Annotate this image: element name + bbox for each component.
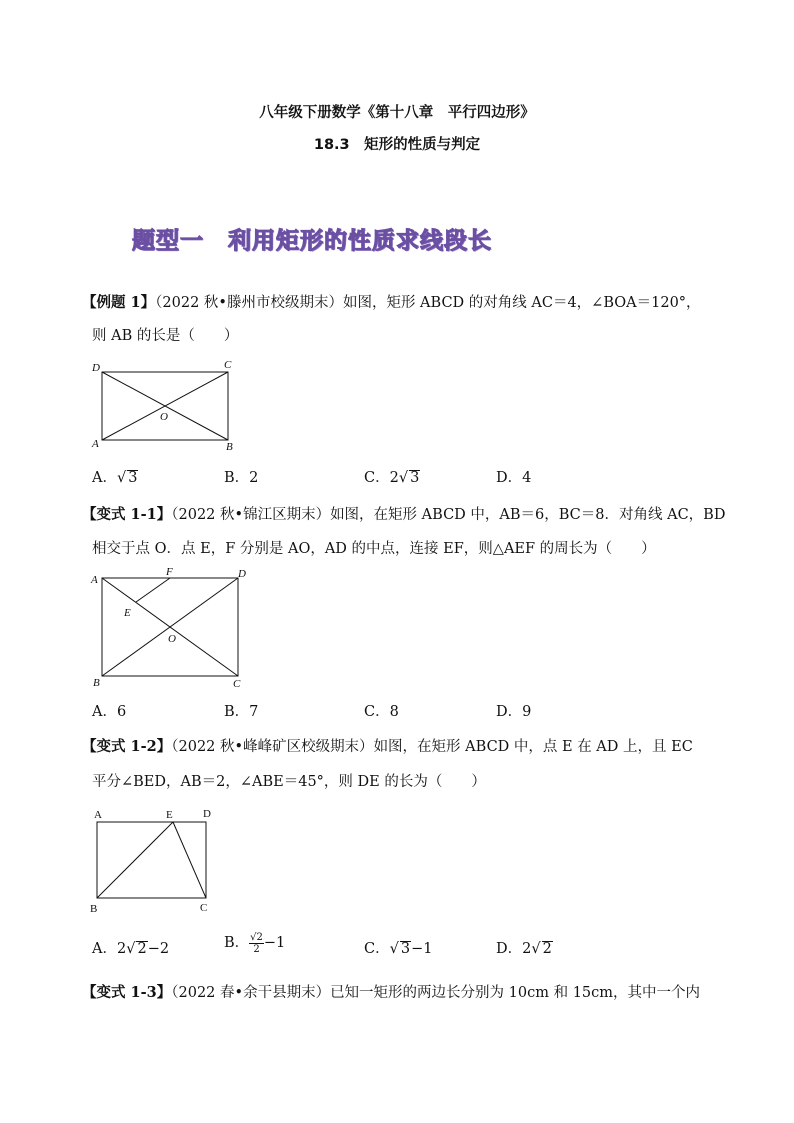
q1-line2: 则 AB 的长是（ ） xyxy=(92,328,239,344)
q4-source: （2022 春•余干县期末） xyxy=(171,985,331,1001)
q1-text1: 如图，矩形 ABCD 的对角线 AC＝4，∠BOA＝120°， xyxy=(342,295,701,311)
q1-line1 xyxy=(82,293,701,313)
q3-label-e: E xyxy=(166,809,173,821)
q3-source: （2022 秋•峰峰矿区校级期末） xyxy=(171,739,374,755)
q3-label-c: C xyxy=(200,902,208,914)
q2-figure xyxy=(88,564,252,692)
q4-text1: 已知一矩形的两边长分别为 10cm 和 15cm，其中一个内 xyxy=(330,985,701,1001)
q3-label-d: D xyxy=(203,808,211,820)
q3-figure xyxy=(86,800,222,918)
q1-label-o: O xyxy=(160,411,168,423)
q1-option-a-radicand: 3 xyxy=(128,470,138,486)
q4-line1 xyxy=(82,983,700,1003)
q3-segment-be xyxy=(97,822,173,898)
q1-label-c: C xyxy=(224,359,232,371)
q2-label-a: A xyxy=(91,574,98,586)
q1-source: （2022 秋•滕州市校级期末） xyxy=(155,295,343,311)
q1-option-b[interactable]: B．2 xyxy=(224,470,259,486)
q3-line2: 平分∠BED，AB＝2，∠ABE＝45°，则 DE 的长为（ ） xyxy=(92,774,486,790)
q1-label-b: B xyxy=(226,441,233,453)
q1-option-c[interactable]: C．2√ 3 xyxy=(364,470,420,486)
q1-option-a[interactable]: A．√ 3 xyxy=(92,470,138,486)
q2-label-f: F xyxy=(166,566,173,578)
q1-label-d: D xyxy=(92,362,100,374)
q3-label-a: A xyxy=(94,809,102,821)
q2-label-c: C xyxy=(233,678,241,690)
document-title: 八年级下册数学《第十八章 平行四边形》 xyxy=(259,105,535,121)
q2-option-a[interactable]: A．6 xyxy=(92,704,127,720)
q1-option-c-radicand: 3 xyxy=(410,470,420,486)
q1-figure xyxy=(88,358,240,454)
topic-banner: 题型一 利用矩形的性质求线段长 xyxy=(132,228,492,254)
q2-segment-ef xyxy=(136,578,170,602)
q3-option-a[interactable]: A．2√ 2−2 xyxy=(92,941,170,957)
q3-option-b[interactable]: B． $\frac{√2}{2}$ −1 xyxy=(224,931,286,955)
q1-tag: 【例题 1】 xyxy=(82,294,156,311)
q2-label-e: E xyxy=(124,607,131,619)
q3-option-c[interactable]: C．√ 3−1 xyxy=(364,941,433,957)
q1-option-d[interactable]: D．4 xyxy=(496,470,532,486)
q4-tag: 【变式 1-3】 xyxy=(82,984,172,1001)
q2-line2: 相交于点 O．点 E，F 分别是 AO，AD 的中点，连接 EF，则△AEF 的周长为（ ） xyxy=(92,541,656,557)
q2-line1 xyxy=(82,505,725,525)
q3-tag: 【变式 1-2】 xyxy=(82,738,172,755)
q1-label-a: A xyxy=(92,438,99,450)
q3-label-b: B xyxy=(90,903,98,915)
q2-source: （2022 秋•锦江区期末） xyxy=(171,507,331,523)
q2-option-d[interactable]: D．9 xyxy=(496,704,532,720)
q2-text1: 如图，在矩形 ABCD 中，AB＝6，BC＝8．对角线 AC，BD xyxy=(330,507,726,523)
q3-segment-ec xyxy=(173,822,206,898)
q2-tag: 【变式 1-1】 xyxy=(82,506,172,523)
q3-line1 xyxy=(82,737,693,757)
q2-label-d: D xyxy=(238,568,246,580)
section-subtitle: 18.3 矩形的性质与判定 xyxy=(313,137,481,153)
q2-option-c[interactable]: C．8 xyxy=(364,704,399,720)
q3-text1: 如图，在矩形 ABCD 中，点 E 在 AD 上，且 EC xyxy=(373,739,693,755)
q2-option-b[interactable]: B．7 xyxy=(224,704,259,720)
q2-label-o: O xyxy=(168,633,176,645)
q2-label-b: B xyxy=(93,677,100,689)
q3-option-d[interactable]: D．2√ 2 xyxy=(496,941,552,957)
q3-option-b-fraction: $\frac{√2}{2}$ xyxy=(250,931,263,955)
